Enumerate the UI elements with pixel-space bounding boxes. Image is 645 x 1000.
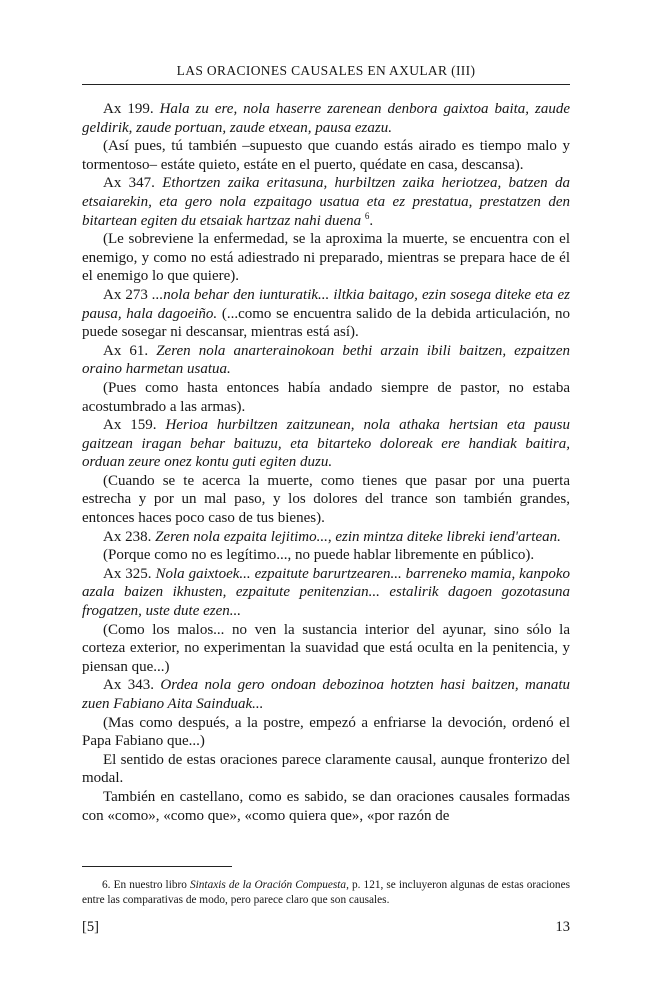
example-ref: Ax 325.	[103, 565, 152, 582]
example-ax-61	[82, 342, 570, 379]
commentary-paragraph: El sentido de estas oraciones parece claramente causal, aunque fronterizo del modal.	[82, 751, 570, 787]
translation-paragraph: (Porque como no es legítimo..., no puede hablar libremente en público).	[103, 547, 535, 564]
example-ref: Ax 347.	[103, 175, 155, 192]
example-ax-199	[82, 100, 570, 137]
example-ax-347	[82, 174, 570, 230]
translation-paragraph: (Así pues, tú también –supuesto que cuando estás airado es tiempo malo y tormentoso– estáte quieto, estáte en el puerto, quédate en casa, descansa).	[82, 138, 570, 173]
basque-quote: Herioa hurbiltzen zaitzunean, nola athaka hertsian eta pausu gaitzean iragan behar baituzu, eta bitarteko doloreak ere handiak baitira, orduan zeure onez kontu guti egiten duzu.	[82, 417, 571, 471]
header-rule	[82, 84, 570, 85]
basque-quote: Zeren nola ezpaita lejitimo..., ezin mintza diteke libreki iend'artean.	[155, 528, 561, 545]
basque-quote: Nola gaixtoek... ezpaitute barurtzearen... barreneko mamia, kanpoko azala baizen ikhusten, ezpaitute penitenzian... estalirik dagoen gozotasuna frogatzen, uste dute ezen...	[82, 565, 570, 620]
example-ref: Ax 273	[103, 286, 148, 303]
basque-quote: Ordea nola gero ondoan debozinoa hotzten hasi baitzen, manatu zuen Fabiano Aita Sainduak...	[82, 677, 570, 712]
footnote-marker: 6	[364, 210, 370, 221]
basque-quote: Zeren nola anarterainokoan bethi arzain ibili baitzen, ezpaitzen oraino harmetan usatua.	[82, 342, 570, 378]
translation-paragraph: (Le sobreviene la enfermedad, se la aproxima la muerte, se encuentra con el enemigo, y como no está adiestrado ni preparado, mientras se prepara hace de él el enemigo lo que quiere).	[82, 231, 570, 285]
example-ax-159	[82, 416, 570, 472]
translation-paragraph: (Como los malos... no ven la sustancia interior del ayunar, sino sólo la corteza exterior, no experimentan la suavidad que está oculta en la penitencia, y piensan que...)	[82, 621, 570, 675]
example-ref: Ax 238.	[103, 528, 152, 545]
example-ref: Ax 159.	[103, 417, 157, 434]
footnote-text-after: p. 121, se incluyeron algunas de estas oraciones entre las comparativas de modo, pero parece claro que son causales.	[82, 879, 570, 906]
translation-paragraph: (Cuando se te acerca la muerte, como tienes que pasar por una puerta estrecha y por un mal paso, y los dolores del trance son también grandes, entonces haces poco caso de tus bienes).	[82, 472, 570, 527]
translation-paragraph: (Mas como después, a la postre, empezó a enfriarse la devoción, ordenó el Papa Fabiano que...)	[82, 714, 570, 750]
running-head: LAS ORACIONES CAUSALES EN AXULAR (III)	[176, 63, 476, 78]
footnote-number: 6.	[102, 879, 111, 891]
book-title: Sintaxis de la Oración Compuesta,	[190, 879, 349, 891]
footnote-rule	[82, 866, 232, 867]
example-ref: Ax 61.	[103, 342, 149, 359]
example-ref: Ax 343.	[103, 677, 154, 694]
example-ref: Ax 199.	[103, 101, 154, 117]
example-ax-325	[82, 565, 570, 621]
basque-quote: Ethortzen zaika eritasuna, hurbiltzen zaika heriotzea, batzen da etsaiarekin, eta gero nola ezpaitago usatua eta ez prestatua, prestatzen den bitartean egiten du etsaiak hartzaz nahi duena	[82, 175, 570, 229]
translation-paragraph: (Pues como hasta entonces había andado siempre de pastor, no estaba acostumbrado a las armas).	[82, 379, 570, 415]
page-number: 13	[555, 919, 570, 935]
sentence-end: .	[369, 212, 374, 229]
example-ax-343	[82, 676, 570, 713]
footnote-text-before: En nuestro libro	[113, 879, 190, 891]
footnote	[82, 878, 570, 907]
example-ax-273	[82, 286, 570, 342]
example-ax-238	[82, 528, 570, 547]
section-number: [5]	[82, 919, 99, 935]
basque-quote: ...nola behar den iunturatik... iltkia baitago, ezin sosega diteke eta ez pausa, hala dagoeiño.	[82, 286, 570, 322]
body-text	[82, 100, 570, 825]
inline-translation: (...como se encuentra salido de la debida articulación, no puede sosegar ni descansar, mientras está así).	[82, 305, 570, 341]
basque-quote: Hala zu ere, nola haserre zarenean denbora gaixtoa baita, zaude geldirik, zaude portuan, zaude etxean, pausa ezazu.	[82, 101, 571, 136]
commentary-paragraph: También en castellano, como es sabido, se dan oraciones causales formadas con «como», «como que», «como quiera que», «por razón de	[82, 788, 570, 824]
